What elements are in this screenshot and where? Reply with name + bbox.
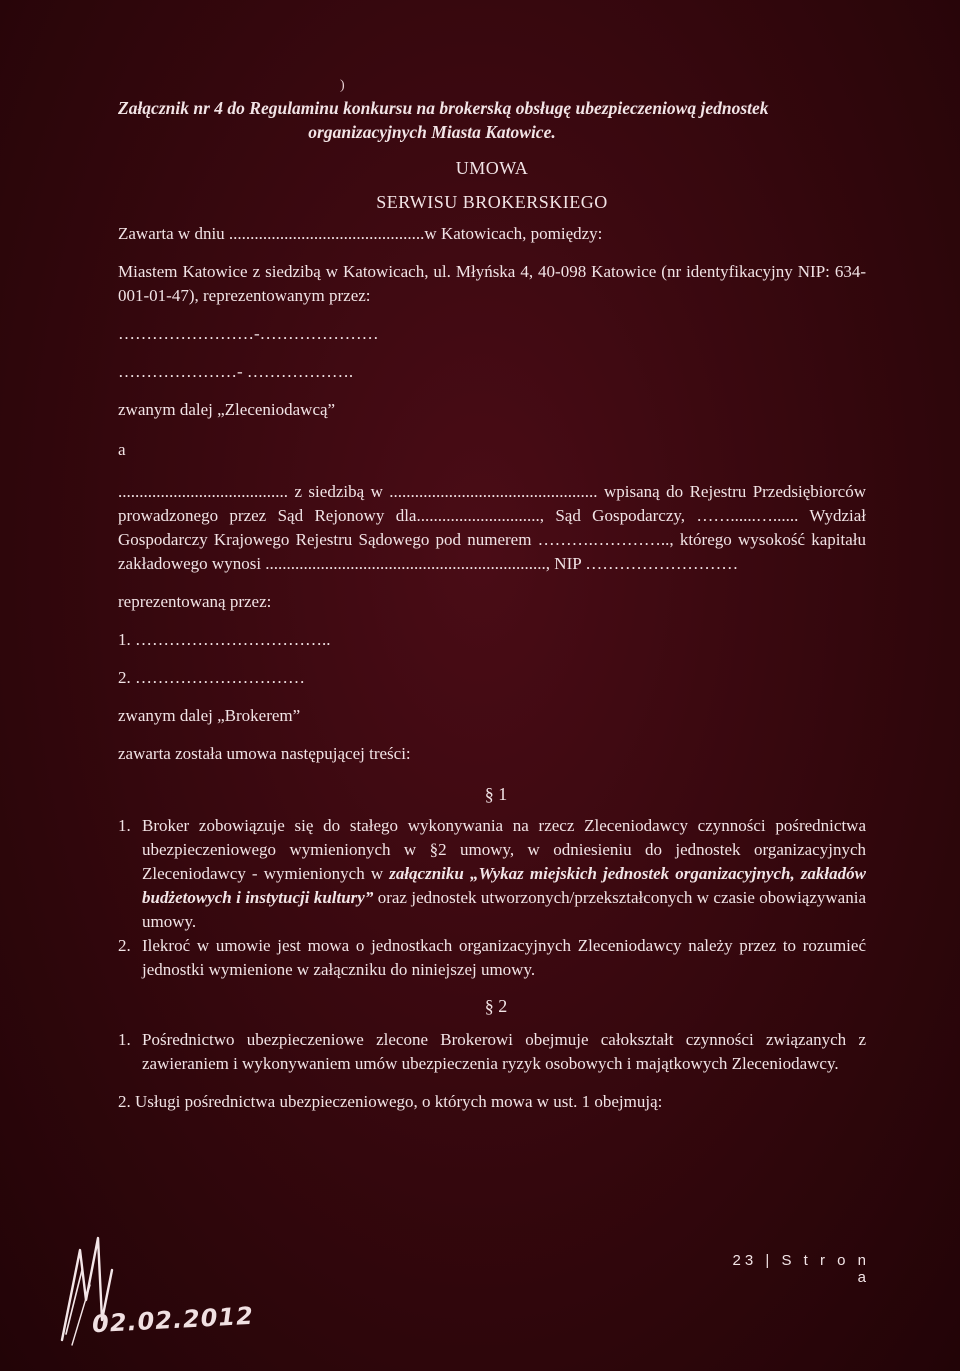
- annex-header: [118, 96, 866, 144]
- conjunction-a: a: [118, 440, 126, 459]
- broker-representative-1: 1. ……………………………..: [118, 630, 331, 649]
- client-designation: zwanym dalej „Zleceniodawcą”: [118, 400, 336, 419]
- broker-designation: zwanym dalej „Brokerem”: [118, 706, 301, 725]
- section-1-item-1: [118, 814, 866, 934]
- document-title: UMOWA: [455, 158, 529, 178]
- document-subtitle: SERWISU BROKERSKIEGO: [376, 192, 608, 212]
- item-number: 2.: [118, 936, 131, 955]
- section-2-heading: § 2: [484, 996, 508, 1016]
- contract-content-intro: zawarta została umowa następującej treści:: [118, 744, 411, 763]
- handwritten-date: 02.02.2012: [91, 1301, 255, 1339]
- annex-header-line1: Załącznik nr 4 do Regulaminu konkursu na brokerską obsługę ubezpieczeniową jednostek: [118, 98, 769, 118]
- annex-header-line2: organizacyjnych Miasta Katowice.: [308, 122, 556, 142]
- annex-reference: załączniku „Wykaz miejskich jednostek organizacyjnych, zakładów budżetowych i instytucji kultury”: [142, 864, 866, 907]
- section-2-item-2: 2. Usługi pośrednictwa ubezpieczeniowego, o których mowa w ust. 1 obejmują:: [118, 1092, 663, 1111]
- representative-line-1: ……………………-…………………: [118, 324, 379, 343]
- item-number: 1.: [118, 1030, 131, 1049]
- page-number: 23 | S t r o n a: [732, 1252, 870, 1286]
- concluded-date-line: Zawarta w dniu ..............................................w Katowicach, pomiędzy:: [118, 224, 603, 243]
- party1-paragraph: Miastem Katowice z siedzibą w Katowicach, ul. Młyńska 4, 40-098 Katowice (nr identyfikacyjny NIP: 634-001-01-47), reprezentowanym przez:: [118, 262, 866, 305]
- section-2-item-1: [118, 1028, 866, 1076]
- item-text: Broker zobowiązuje się do stałego wykonywania na rzecz Zleceniodawcy czynności pośrednictwa ubezpieczeniowego wymienionych w §2 umowy, w odniesieniu do jednostek organizacyjnych Zleceniodawcy - wymienionych w załączniku „Wykaz miejskich jednostek organizacyjnych, zakładów budżetowych i instytucji kultury” oraz jednostek utworzonych/przekształconych w czasie obowiązywania umowy.: [142, 816, 866, 931]
- item-text: Ilekroć w umowie jest mowa o jednostkach organizacyjnych Zleceniodawcy należy przez to rozumieć jednostki wymienione w załączniku do niniejszej umowy.: [142, 936, 866, 979]
- item-text: Pośrednictwo ubezpieczeniowe zlecone Brokerowi obejmuje całokształt czynności związanych z zawieraniem i wykonywaniem umów ubezpieczenia ryzyk osobowych i majątkowych Zleceniodawcy.: [142, 1030, 866, 1073]
- section-1-heading: § 1: [484, 784, 508, 804]
- party2-paragraph: ........................................ z siedzibą w ................................................. wpisaną do Rejestru Przedsiębiorców prowadzonego przez Sąd Rejonowy dla............................., Sąd Gospodarczy, ……......…...... Wydział Gospodarczy Krajowego Rejestru Sądowego pod numerem ……….………….., którego wysokość kapitału zakładowego wynosi .................................................................., NIP ………………………: [118, 482, 866, 573]
- broker-representative-2: 2. …………………………: [118, 668, 305, 687]
- representative-line-2: …………………- ……………….: [118, 362, 354, 381]
- item-number: 1.: [118, 816, 131, 835]
- section-1-item-2: [118, 934, 866, 982]
- scan-speck: ): [340, 78, 345, 93]
- document-page: [118, 96, 866, 1114]
- represented-by-label: reprezentowaną przez:: [118, 592, 272, 611]
